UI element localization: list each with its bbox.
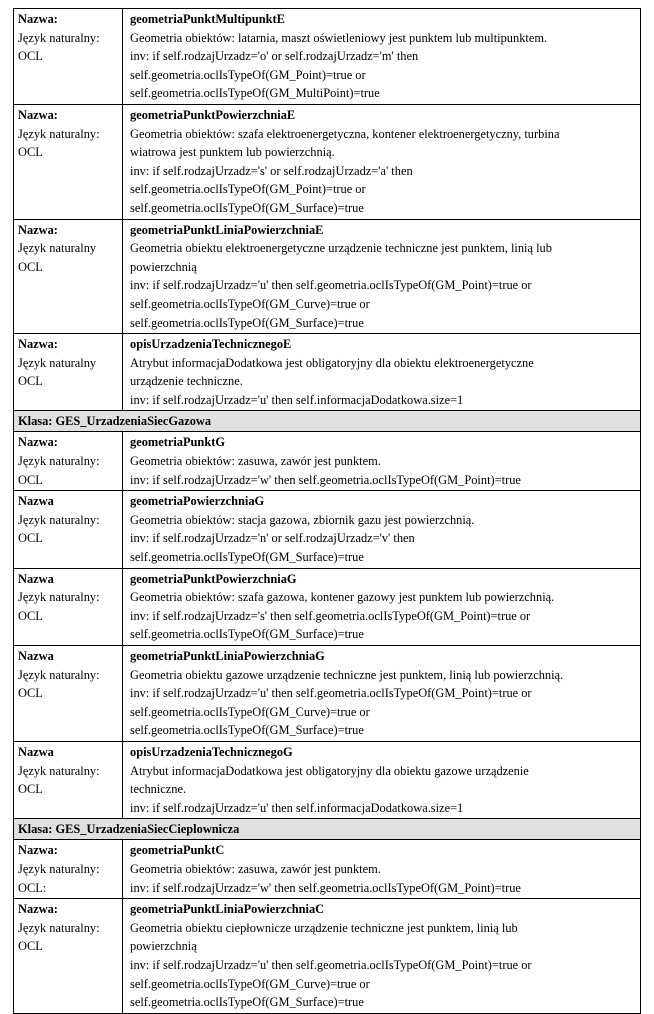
name-label: Nazwa: — [18, 435, 58, 450]
constraint-labels — [14, 899, 123, 1014]
ocl-label: OCL — [18, 145, 43, 160]
constraint-name: geometriaPunktG — [130, 435, 225, 450]
name-label: Nazwa: — [18, 12, 58, 26]
constraint-row — [14, 568, 641, 645]
constraint-text-line: powierzchnią — [130, 939, 197, 954]
ocl-label: OCL: — [18, 880, 47, 895]
constraint-row — [14, 219, 641, 334]
constraint-labels — [14, 334, 123, 411]
constraint-row — [14, 432, 641, 491]
constraint-body — [123, 899, 641, 1014]
constraint-row — [14, 104, 641, 219]
class-header: Klasa: GES_UrzadzeniaSiecGazowa — [14, 411, 641, 432]
constraint-text-line: inv: if self.rodzajUrzadz='u' then self.geometria.oclIsTypeOf(GM_Point)=true or — [130, 686, 532, 701]
constraint-text-line: self.geometria.oclIsTypeOf(GM_Curve)=true or — [130, 704, 370, 719]
constraint-text-line: inv: if self.rodzajUrzadz='n' or self.rodzajUrzadz='v' then — [130, 531, 415, 546]
constraint-text-line: urządzenie techniczne. — [130, 374, 243, 389]
constraint-text-line: inv: if self.rodzajUrzadz='u' then self.geometria.oclIsTypeOf(GM_Point)=true or — [130, 957, 532, 972]
constraint-text-line: inv: if self.rodzajUrzadz='w' then self.geometria.oclIsTypeOf(GM_Point)=true — [130, 880, 521, 895]
natural-language-label: Język naturalny: — [18, 126, 100, 141]
constraint-text-line: powierzchnią — [130, 259, 197, 274]
constraint-text-line: self.geometria.oclIsTypeOf(GM_Point)=true or — [130, 67, 366, 82]
constraint-labels — [14, 432, 123, 491]
constraint-body — [123, 9, 641, 105]
constraint-text-line: self.geometria.oclIsTypeOf(GM_Point)=true or — [130, 182, 366, 197]
constraint-row — [14, 334, 641, 411]
constraint-body — [123, 840, 641, 899]
constraint-body — [123, 104, 641, 219]
natural-language-label: Język naturalny — [18, 241, 97, 256]
name-label: Nazwa: — [18, 843, 58, 858]
constraint-name: opisUrzadzeniaTechnicznegoE — [130, 337, 292, 352]
constraint-name: geometriaPunktC — [130, 843, 225, 858]
natural-language-label: Język naturalny — [18, 355, 97, 370]
ocl-label: OCL — [18, 49, 43, 64]
constraint-text-line: Geometria obiektów: zasuwa, zawór jest punktem. — [130, 861, 381, 876]
constraint-labels — [14, 104, 123, 219]
constraint-body — [123, 646, 641, 742]
constraint-text-line: Geometria obiektów: latarnia, maszt oświetleniowy jest punktem lub multipunktem. — [130, 30, 548, 45]
ocl-label: OCL — [18, 472, 43, 487]
class-header-row — [14, 819, 641, 840]
constraint-text-line: inv: if self.rodzajUrzadz='u' then self.informacjaDodatkowa.size=1 — [130, 800, 464, 815]
name-label: Nazwa — [18, 571, 54, 586]
ocl-label: OCL — [18, 608, 43, 623]
constraint-text-line: Geometria obiektu ciepłownicze urządzenie techniczne jest punktem, linią lub — [130, 920, 518, 935]
name-label: Nazwa — [18, 649, 54, 663]
name-label: Nazwa: — [18, 902, 58, 917]
ocl-label: OCL — [18, 939, 43, 954]
constraint-text-line: self.geometria.oclIsTypeOf(GM_Surface)=true — [130, 995, 364, 1010]
class-header-row — [14, 411, 641, 432]
constraint-text-line: wiatrowa jest punktem lub powierzchnią. — [130, 145, 335, 160]
constraint-name: geometriaPunktLiniaPowierzchniaG — [130, 649, 325, 663]
constraint-name: geometriaPunktPowierzchniaG — [130, 571, 297, 586]
constraint-text-line: self.geometria.oclIsTypeOf(GM_Surface)=true — [130, 723, 364, 738]
constraint-text-line: self.geometria.oclIsTypeOf(GM_MultiPoint)=true — [130, 86, 380, 101]
constraint-name: geometriaPunktLiniaPowierzchniaC — [130, 902, 325, 917]
constraint-body — [123, 568, 641, 645]
constraint-text-line: inv: if self.rodzajUrzadz='s' or self.rodzajUrzadz='a' then — [130, 163, 413, 178]
natural-language-label: Język naturalny: — [18, 512, 100, 527]
constraint-body — [123, 219, 641, 334]
constraint-text-line: inv: if self.rodzajUrzadz='u' then self.informacjaDodatkowa.size=1 — [130, 392, 464, 407]
class-header: Klasa: GES_UrzadzeniaSiecCieplownicza — [14, 819, 641, 840]
constraint-text-line: Geometria obiektu gazowe urządzenie techniczne jest punktem, linią lub powierzchnią. — [130, 667, 564, 682]
constraint-text-line: self.geometria.oclIsTypeOf(GM_Surface)=true — [130, 550, 364, 565]
constraint-text-line: inv: if self.rodzajUrzadz='u' then self.geometria.oclIsTypeOf(GM_Point)=true or — [130, 278, 532, 293]
constraint-labels — [14, 646, 123, 742]
constraint-labels — [14, 491, 123, 568]
name-label: Nazwa: — [18, 337, 58, 352]
constraint-body — [123, 432, 641, 491]
constraint-text-line: Geometria obiektów: szafa elektroenergetyczna, kontener elektroenergetyczny, turbina — [130, 126, 560, 141]
constraint-body — [123, 741, 641, 818]
constraint-row — [14, 741, 641, 818]
constraint-text-line: self.geometria.oclIsTypeOf(GM_Surface)=true — [130, 315, 364, 330]
constraint-text-line: inv: if self.rodzajUrzadz='o' or self.rodzajUrzadz='m' then — [130, 49, 419, 64]
name-label: Nazwa — [18, 494, 54, 509]
natural-language-label: Język naturalny: — [18, 590, 100, 605]
natural-language-label: Język naturalny: — [18, 30, 100, 45]
constraint-text-line: techniczne. — [130, 782, 187, 797]
constraint-text-line: self.geometria.oclIsTypeOf(GM_Surface)=true — [130, 627, 364, 642]
constraint-labels — [14, 568, 123, 645]
constraint-text-line: Geometria obiektów: zasuwa, zawór jest punktem. — [130, 454, 381, 469]
constraints-table — [13, 8, 641, 1014]
constraint-labels — [14, 219, 123, 334]
constraint-text-line: Geometria obiektów: szafa gazowa, kontener gazowy jest punktem lub powierzchnią. — [130, 590, 555, 605]
name-label: Nazwa: — [18, 222, 58, 237]
constraint-text-line: inv: if self.rodzajUrzadz='s' then self.geometria.oclIsTypeOf(GM_Point)=true or — [130, 608, 531, 623]
natural-language-label: Język naturalny: — [18, 861, 100, 876]
constraint-text-line: inv: if self.rodzajUrzadz='w' then self.geometria.oclIsTypeOf(GM_Point)=true — [130, 472, 521, 487]
constraint-text-line: self.geometria.oclIsTypeOf(GM_Surface)=true — [130, 200, 364, 215]
constraint-row — [14, 9, 641, 105]
constraint-row — [14, 899, 641, 1014]
ocl-label: OCL — [18, 374, 43, 389]
constraint-text-line: self.geometria.oclIsTypeOf(GM_Curve)=true or — [130, 296, 370, 311]
constraint-labels — [14, 840, 123, 899]
ocl-label: OCL — [18, 531, 43, 546]
name-label: Nazwa: — [18, 107, 58, 122]
ocl-label: OCL — [18, 782, 43, 797]
constraint-name: opisUrzadzeniaTechnicznegoG — [130, 744, 293, 759]
constraint-row — [14, 840, 641, 899]
natural-language-label: Język naturalny: — [18, 667, 100, 682]
natural-language-label: Język naturalny: — [18, 920, 100, 935]
constraint-text-line: Atrybut informacjaDodatkowa jest obligatoryjny dla obiektu elektroenergetyczne — [130, 355, 534, 370]
constraint-labels — [14, 741, 123, 818]
constraint-row — [14, 646, 641, 742]
constraint-name: geometriaPunktMultipunktE — [130, 12, 285, 26]
constraint-text-line: Geometria obiektu elektroenergetyczne urządzenie techniczne jest punktem, linią lub — [130, 241, 552, 256]
natural-language-label: Język naturalny: — [18, 454, 100, 469]
constraint-labels — [14, 9, 123, 105]
constraint-name: geometriaPunktPowierzchniaE — [130, 107, 296, 122]
constraint-body — [123, 491, 641, 568]
constraint-text-line: self.geometria.oclIsTypeOf(GM_Curve)=true or — [130, 976, 370, 991]
constraint-name: geometriaPunktLiniaPowierzchniaE — [130, 222, 324, 237]
constraint-name: geometriaPowierzchniaG — [130, 494, 265, 509]
natural-language-label: Język naturalny: — [18, 763, 100, 778]
constraint-text-line: Geometria obiektów: stacja gazowa, zbiornik gazu jest powierzchnią. — [130, 512, 475, 527]
name-label: Nazwa — [18, 744, 54, 759]
ocl-label: OCL — [18, 686, 43, 701]
ocl-label: OCL — [18, 259, 43, 274]
constraint-body — [123, 334, 641, 411]
constraint-row — [14, 491, 641, 568]
constraint-text-line: Atrybut informacjaDodatkowa jest obligatoryjny dla obiektu gazowe urządzenie — [130, 763, 529, 778]
